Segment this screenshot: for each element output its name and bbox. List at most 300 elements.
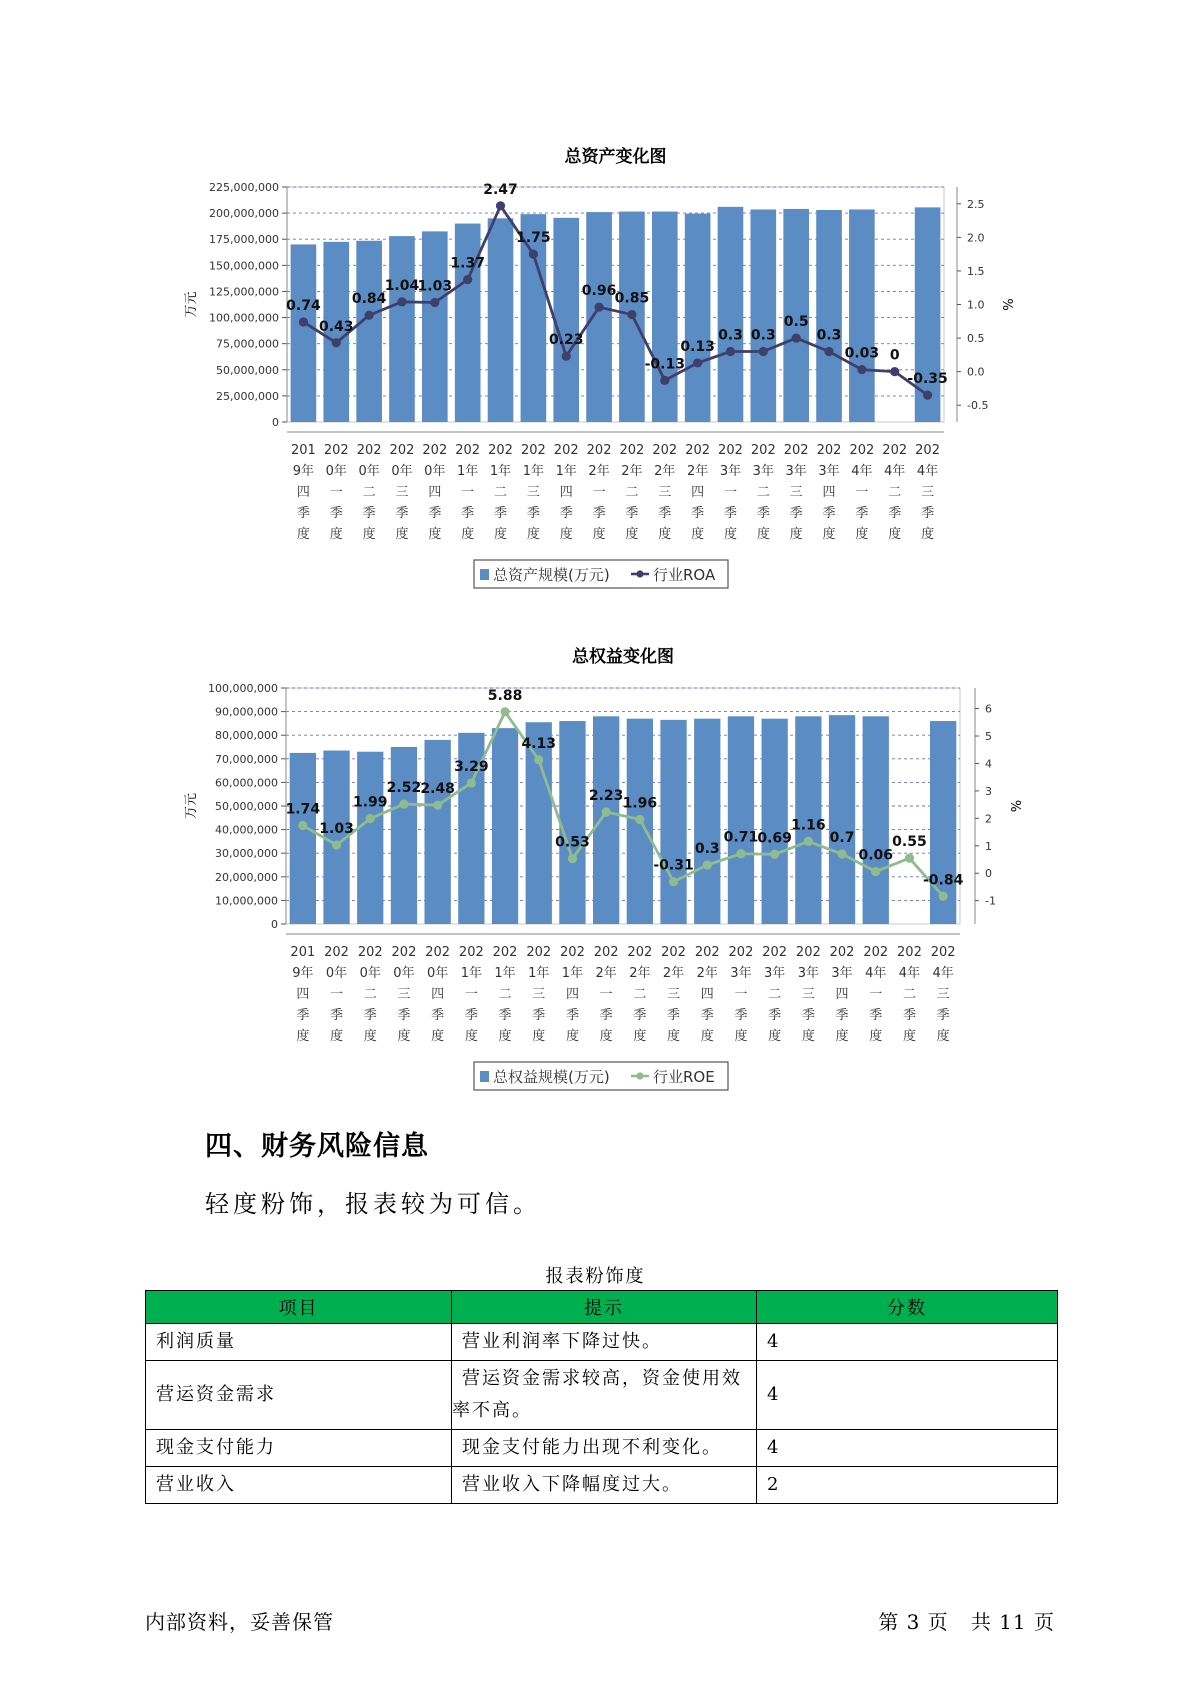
y-axis-label: 万元 [184,792,199,820]
bar [455,224,481,422]
line-point [430,298,439,307]
x-tick-label: 度 [296,1029,310,1044]
row-score: 4 [757,1430,1058,1467]
x-tick-label: 度 [498,1029,512,1044]
x-tick-label: 四 [296,987,310,1002]
line-point [627,310,636,319]
line-point [463,275,472,284]
y-tick-label: 90,000,000 [215,705,278,719]
x-tick-label: 度 [658,527,672,542]
legend-swatch-point [636,570,643,577]
x-tick-label: 一 [723,485,737,500]
bar [593,716,619,924]
x-tick-label: 202 [849,443,875,458]
x-tick-label: 202 [389,443,415,458]
x-tick-label: 度 [902,1029,916,1044]
data-label: 0.06 [858,847,894,864]
chart-title: 总权益变化图 [572,647,674,667]
x-tick-label: 202 [627,945,653,960]
x-tick-label: 一 [461,485,475,500]
line-point [366,814,375,823]
x-tick-label: 季 [822,506,836,521]
legend-swatch-bar [480,1071,489,1082]
y-tick-label: 80,000,000 [215,729,278,743]
x-tick-label: 4年 [932,966,954,981]
x-tick-label: 3年 [785,464,807,479]
line-point [871,867,880,876]
x-tick-label: 季 [428,506,442,521]
x-tick-label: 度 [691,527,705,542]
x-tick-label: 三 [532,987,546,1002]
data-label: 0.03 [844,345,880,362]
line-point [562,352,571,361]
x-tick-label: 202 [422,443,448,458]
x-tick-label: 202 [560,945,585,960]
bar [357,752,383,924]
data-label: 4.13 [521,735,557,752]
y2-tick-label: 6 [985,702,992,716]
total-assets-chart-svg [0,140,1191,600]
x-tick-label: 三 [921,485,935,500]
section-summary: 轻度粉饰，报表较为可信。 [205,1190,541,1218]
x-tick-label: 度 [921,527,935,542]
x-tick-label: 度 [526,527,540,542]
x-tick-label: 202 [652,443,678,458]
x-tick-label: 202 [458,945,484,960]
y2-tick-label: 2.0 [967,231,985,245]
x-tick-label: 202 [391,945,417,960]
x-tick-label: 2年 [588,464,610,479]
line-point [534,755,543,764]
x-tick-label: 季 [526,506,540,521]
y2-axis-label: % [1007,799,1022,813]
x-tick-label: 度 [789,527,803,542]
y2-tick-label: 1.0 [967,298,985,312]
x-tick-label: 度 [801,1029,815,1044]
y-tick-label: 50,000,000 [216,363,279,377]
data-label: 0.85 [614,290,650,307]
line-point [529,250,538,259]
x-tick-label: 1年 [522,464,545,479]
x-tick-label: 3年 [797,966,819,981]
x-tick-label: 季 [565,1008,579,1023]
x-tick-label: 4年 [916,464,939,479]
x-tick-label: 一 [464,987,478,1002]
bar [526,722,552,924]
data-label: 0.3 [718,327,743,344]
x-tick-label: 度 [532,1029,546,1044]
line-point [837,849,846,858]
x-tick-label: 二 [768,987,782,1002]
x-tick-label: 202 [619,443,645,458]
data-label: 1.03 [417,278,453,295]
data-label: 0.23 [548,332,584,349]
line-point [365,311,374,320]
table-row [146,1324,1058,1361]
x-tick-label: 0年 [393,966,415,981]
x-tick-label: 季 [464,1008,478,1023]
header-score: 分数 [757,1291,1058,1324]
x-tick-label: 度 [734,1029,748,1044]
x-tick-label: 1年 [561,966,584,981]
y-tick-label: 75,000,000 [216,337,279,351]
x-tick-label: 度 [428,527,442,542]
x-tick-label: 季 [532,1008,546,1023]
x-tick-label: 季 [658,506,672,521]
x-tick-label: 202 [728,945,754,960]
x-tick-label: 一 [330,987,344,1002]
y2-tick-label: -1 [985,894,996,908]
x-tick-label: 202 [718,443,743,458]
x-tick-label: 3年 [752,464,774,479]
x-tick-label: 0年 [358,464,380,479]
x-tick-label: 201 [291,443,316,458]
row-item: 利润质量 [146,1324,452,1361]
row-tip: 现金支付能力出现不利变化。 [452,1430,757,1467]
chart-title: 总资产变化图 [564,147,667,167]
x-tick-label: 1年 [489,464,512,479]
x-tick-label: 二 [362,485,376,500]
data-label: -0.31 [653,857,694,874]
x-tick-label: 度 [625,527,639,542]
x-tick-label: 202 [694,945,720,960]
data-label: 0.74 [286,297,321,314]
line-point [299,317,308,326]
x-tick-label: 1年 [460,966,482,981]
x-tick-label: 一 [592,485,606,500]
bar [685,214,711,422]
data-label: 5.88 [487,687,523,704]
x-tick-label: 季 [700,1008,714,1023]
legend-label-line: 行业ROA [653,566,716,584]
bar [863,716,889,924]
x-tick-label: 202 [816,443,842,458]
data-label: 0.96 [581,283,617,300]
bar [660,720,686,924]
x-tick-label: 季 [296,1008,310,1023]
x-tick-label: 季 [625,506,639,521]
x-tick-label: 季 [835,1008,849,1023]
x-tick-label: 度 [395,527,409,542]
y-tick-label: 70,000,000 [215,752,278,766]
x-tick-label: 季 [756,506,770,521]
footer-page-number: 第 3 页 共 11 页 [878,1610,1055,1634]
x-tick-label: 度 [362,527,376,542]
x-tick-label: 季 [329,506,343,521]
x-tick-label: 9年 [292,464,315,479]
legend-swatch-bar [480,569,489,580]
x-tick-label: 度 [599,1029,613,1044]
data-label: -0.13 [644,356,685,373]
line-point [397,297,406,306]
bar [829,715,855,924]
x-tick-label: 三 [395,485,409,500]
x-tick-label: 度 [461,527,475,542]
section-heading: 四、财务风险信息 [205,1131,429,1162]
data-label: -0.35 [907,371,948,388]
bar [389,236,415,422]
x-tick-label: 度 [464,1029,478,1044]
footer-confidential: 内部资料，妥善保管 [145,1610,334,1634]
line-point [568,854,577,863]
x-tick-label: 4年 [898,966,921,981]
line-point [500,707,509,716]
y2-tick-label: 4 [985,757,992,771]
x-tick-label: 三 [658,485,672,500]
data-label: 1.96 [622,795,658,812]
x-tick-label: 度 [936,1029,950,1044]
line-point [939,892,948,901]
y2-tick-label: 0.5 [967,332,985,346]
line-point [594,303,603,312]
x-tick-label: 季 [461,506,475,521]
x-tick-label: 度 [700,1029,714,1044]
x-tick-label: 度 [855,527,869,542]
line-point [857,365,866,374]
x-tick-label: 一 [329,485,343,500]
table-row [146,1430,1058,1467]
data-label: 0.53 [555,834,590,851]
x-tick-label: 度 [592,527,606,542]
x-tick-label: 3年 [764,966,786,981]
y-axis-label: 万元 [184,291,199,318]
x-tick-label: 0年 [391,464,413,479]
x-tick-label: 四 [559,485,573,500]
data-label: 0.84 [351,291,387,308]
y-tick-label: 0 [272,416,279,429]
bar [816,210,842,422]
data-label: 0.13 [680,338,715,355]
x-tick-label: 二 [888,485,902,500]
x-tick-label: 2年 [621,464,643,479]
header-item: 项目 [146,1291,452,1324]
data-label: 2.52 [386,780,422,797]
x-tick-label: 季 [397,1008,411,1023]
x-tick-label: 1年 [494,966,516,981]
total-assets-chart [0,140,1191,600]
bar [728,716,754,924]
x-tick-label: 一 [599,987,613,1002]
x-tick-label: 3年 [831,966,853,981]
line-point [726,347,735,356]
x-tick-label: 202 [783,443,809,458]
x-tick-label: 三 [789,485,803,500]
legend-label-line: 行业ROE [653,1068,715,1086]
line-point [433,801,442,810]
bar [492,728,518,924]
bar [291,244,317,422]
x-tick-label: 四 [431,987,445,1002]
x-tick-label: 4年 [884,464,906,479]
x-tick-label: 季 [498,1008,512,1023]
y2-tick-label: 2 [985,812,992,826]
x-tick-label: 202 [661,945,686,960]
x-tick-label: 四 [822,485,836,500]
row-item: 营业收入 [146,1467,452,1504]
x-tick-label: 202 [795,945,821,960]
data-label: 1.03 [319,820,354,837]
x-tick-label: 202 [586,443,612,458]
data-label: 0.3 [750,327,776,344]
x-tick-label: 度 [633,1029,647,1044]
x-tick-label: 202 [863,945,889,960]
data-label: 0 [889,347,900,364]
y2-tick-label: 2.5 [967,197,985,211]
x-tick-label: 2年 [654,464,676,479]
x-tick-label: 四 [691,485,705,500]
x-tick-label: 度 [822,527,836,542]
x-tick-label: 202 [425,945,451,960]
x-tick-label: 四 [700,987,714,1002]
y-tick-label: 225,000,000 [209,181,279,194]
x-tick-label: 二 [498,987,512,1002]
line-point [693,358,702,367]
x-tick-label: 度 [565,1029,579,1044]
data-label: 0.7 [829,830,855,847]
x-tick-label: 季 [768,1008,782,1023]
line-point [332,338,341,347]
data-label: 0.43 [319,318,354,335]
line-point [923,391,932,400]
x-tick-label: 一 [869,987,883,1002]
x-tick-label: 2年 [629,966,651,981]
line-point [759,347,768,356]
bar [488,218,514,422]
legend-label-bar: 总资产规模(万元) [493,566,610,584]
x-tick-label: 一 [855,485,869,500]
bar [559,721,585,924]
line-point [496,201,505,210]
x-tick-label: 度 [431,1029,445,1044]
y2-tick-label: 5 [985,730,992,744]
line-point [792,333,801,342]
x-tick-label: 度 [363,1029,377,1044]
x-tick-label: 季 [691,506,705,521]
y-tick-label: 25,000,000 [216,389,279,403]
line-point [332,840,341,849]
data-label: 0.69 [757,830,792,847]
table-row [146,1467,1058,1504]
x-tick-label: 度 [330,1029,344,1044]
x-tick-label: 3年 [818,464,840,479]
x-tick-label: 季 [592,506,606,521]
x-tick-label: 四 [428,485,442,500]
x-tick-label: 202 [455,443,481,458]
data-label: 0.71 [723,829,759,846]
x-tick-label: 二 [625,485,639,500]
row-score: 4 [757,1324,1058,1361]
x-tick-label: 季 [633,1008,647,1023]
x-tick-label: 度 [768,1029,782,1044]
row-item: 现金支付能力 [146,1430,452,1467]
x-tick-label: 3年 [730,966,752,981]
data-label: -0.84 [922,872,964,889]
x-tick-label: 度 [296,527,310,542]
data-label: 1.04 [384,277,420,294]
x-tick-label: 0年 [325,966,348,981]
x-tick-label: 202 [593,945,619,960]
x-tick-label: 度 [888,527,902,542]
x-tick-label: 三 [397,987,411,1002]
line-point [298,821,307,830]
table-row [146,1361,1058,1430]
x-tick-label: 季 [789,506,803,521]
x-tick-label: 季 [559,506,573,521]
x-tick-label: 四 [565,987,579,1002]
data-label: 3.29 [454,758,489,775]
x-tick-label: 3年 [719,464,742,479]
x-tick-label: 202 [324,945,349,960]
data-label: 1.75 [516,230,551,247]
x-tick-label: 2年 [696,966,718,981]
x-tick-label: 0年 [359,966,381,981]
x-tick-label: 四 [296,485,310,500]
line-point [703,860,712,869]
x-tick-label: 202 [915,443,940,458]
x-tick-label: 一 [734,987,748,1002]
x-tick-label: 二 [633,987,647,1002]
x-tick-label: 度 [559,527,573,542]
x-tick-label: 季 [888,506,902,521]
y-tick-label: 125,000,000 [209,285,279,299]
data-label: 2.23 [588,788,624,805]
data-label: 0.5 [783,314,809,331]
bar [391,747,417,924]
x-tick-label: 二 [494,485,508,500]
x-tick-label: 1年 [457,464,479,479]
x-tick-label: 季 [667,1008,681,1023]
x-tick-label: 202 [685,443,711,458]
x-tick-label: 0年 [424,464,446,479]
total-equity-chart-svg [0,640,1191,1100]
x-tick-label: 1年 [555,464,577,479]
row-tip: 营运资金需求较高，资金使用效率不高。 [452,1361,757,1430]
y-tick-label: 30,000,000 [215,847,278,861]
x-tick-label: 度 [869,1029,883,1044]
data-label: 2.48 [420,781,455,798]
legend-swatch-point [636,1072,643,1079]
y2-tick-label: 3 [985,784,992,798]
line-point [602,807,611,816]
x-tick-label: 0年 [325,464,347,479]
bar [694,719,720,924]
line-point [804,837,813,846]
x-tick-label: 三 [936,987,950,1002]
x-tick-label: 三 [801,987,815,1002]
y-tick-label: 60,000,000 [215,776,278,790]
data-label: 0.55 [892,834,927,851]
x-tick-label: 度 [723,527,737,542]
row-score: 2 [757,1467,1058,1504]
header-tip: 提示 [452,1291,757,1324]
bar [652,212,678,422]
x-tick-label: 度 [756,527,770,542]
y-tick-label: 150,000,000 [209,259,279,273]
y-tick-label: 40,000,000 [215,823,278,837]
x-tick-label: 季 [734,1008,748,1023]
x-tick-label: 度 [329,527,343,542]
data-label: 0.3 [816,327,842,344]
row-score: 4 [757,1361,1058,1430]
x-tick-label: 202 [526,945,552,960]
table-header-row [146,1291,1058,1324]
x-tick-label: 2年 [662,966,685,981]
x-tick-label: 季 [855,506,869,521]
y-tick-label: 100,000,000 [209,311,279,325]
line-point [770,850,779,859]
x-tick-label: 0年 [427,966,449,981]
data-label: 2.47 [483,181,518,198]
